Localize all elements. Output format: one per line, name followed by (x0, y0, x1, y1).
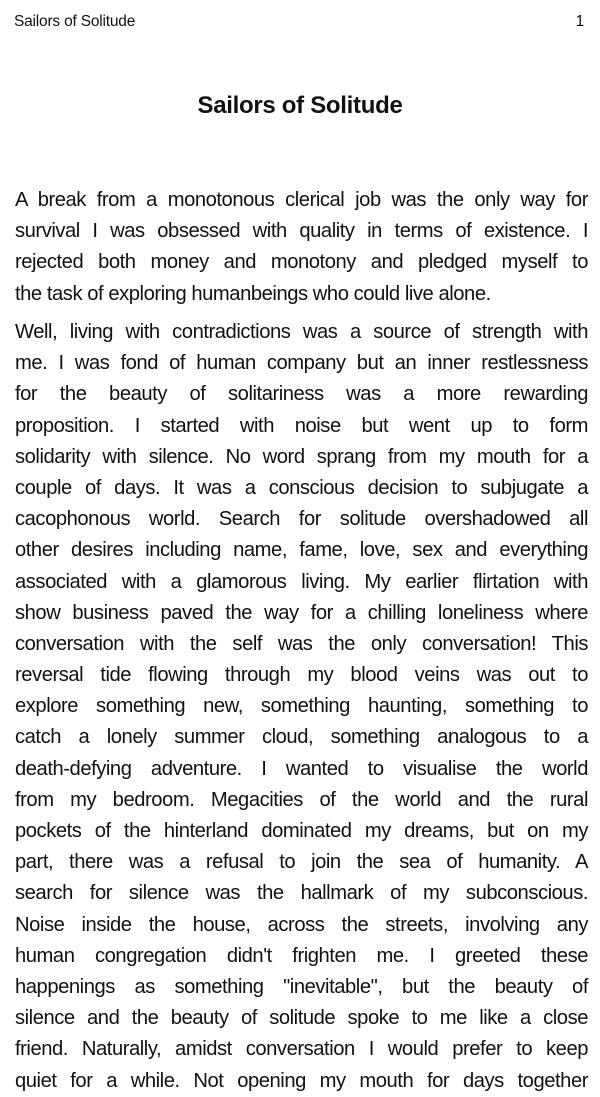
text-line: Noise inside the house, across the streets, involving any (15, 913, 588, 936)
text-line: other desires including name, fame, love, sex and everything (15, 539, 588, 562)
text-line: Well, living with contradictions was a source of strength with (15, 321, 588, 343)
text-line: cacophonous world. Search for solitude overshadowed all (15, 508, 588, 531)
text-line: proposition. I started with noise but went up to form (15, 414, 588, 437)
text-line: A break from a monotonous clerical job was the only way for (15, 189, 588, 211)
text-line: reversal tide flowing through my blood veins was out to (15, 664, 588, 687)
chapter-title: Sailors of Solitude (197, 92, 403, 119)
text-line: from my bedroom. Megacities of the world and the rural (15, 788, 588, 811)
text-line: death-defying adventure. I wanted to visualise the world (15, 757, 588, 780)
text-line: pockets of the hinterland dominated my dreams, but on my (15, 820, 588, 842)
text-line: me. I was fond of human company but an inner restlessness (15, 352, 588, 375)
page-number: 1 (575, 13, 584, 30)
text-line: rejected both money and monotony and pledged myself to (15, 251, 588, 274)
text-line: couple of days. It was a conscious decision to subjugate a (15, 476, 588, 499)
running-header (14, 10, 586, 34)
text-line: part, there was a refusal to join the sea of humanity. A (15, 851, 588, 874)
text-line: show business paved the way for a chilling loneliness where (15, 601, 588, 624)
text-line: friend. Naturally, amidst conversation I would prefer to keep (15, 1038, 588, 1061)
text-line: solidarity with silence. No word sprang from my mouth for a (15, 445, 588, 468)
text-line: catch a lonely summer cloud, something analogous to a (15, 726, 588, 749)
text-line: survival I was obsessed with quality in terms of existence. I (15, 220, 588, 243)
paragraph-1 (15, 185, 588, 310)
text-line: for the beauty of solitariness was a more rewarding (15, 383, 588, 406)
text-line: happenings as something "inevitable", but the beauty of (15, 975, 588, 998)
text-line: associated with a glamorous living. My earlier flirtation with (15, 570, 588, 593)
text-line: the task of exploring humanbeings who could live alone. (15, 282, 491, 305)
text-line: explore something new, something haunting, something to (15, 695, 588, 718)
running-title: Sailors of Solitude (14, 13, 136, 30)
text-line: silence and the beauty of solitude spoke to me like a close (15, 1007, 588, 1030)
text-line: conversation with the self was the only conversation! This (15, 632, 588, 655)
text-line: quiet for a while. Not opening my mouth for days together (15, 1069, 588, 1092)
text-line: human congregation didn't frighten me. I greeted these (15, 944, 588, 967)
text-line: search for silence was the hallmark of my subconscious. (15, 882, 588, 905)
paragraph-2 (15, 317, 588, 1097)
